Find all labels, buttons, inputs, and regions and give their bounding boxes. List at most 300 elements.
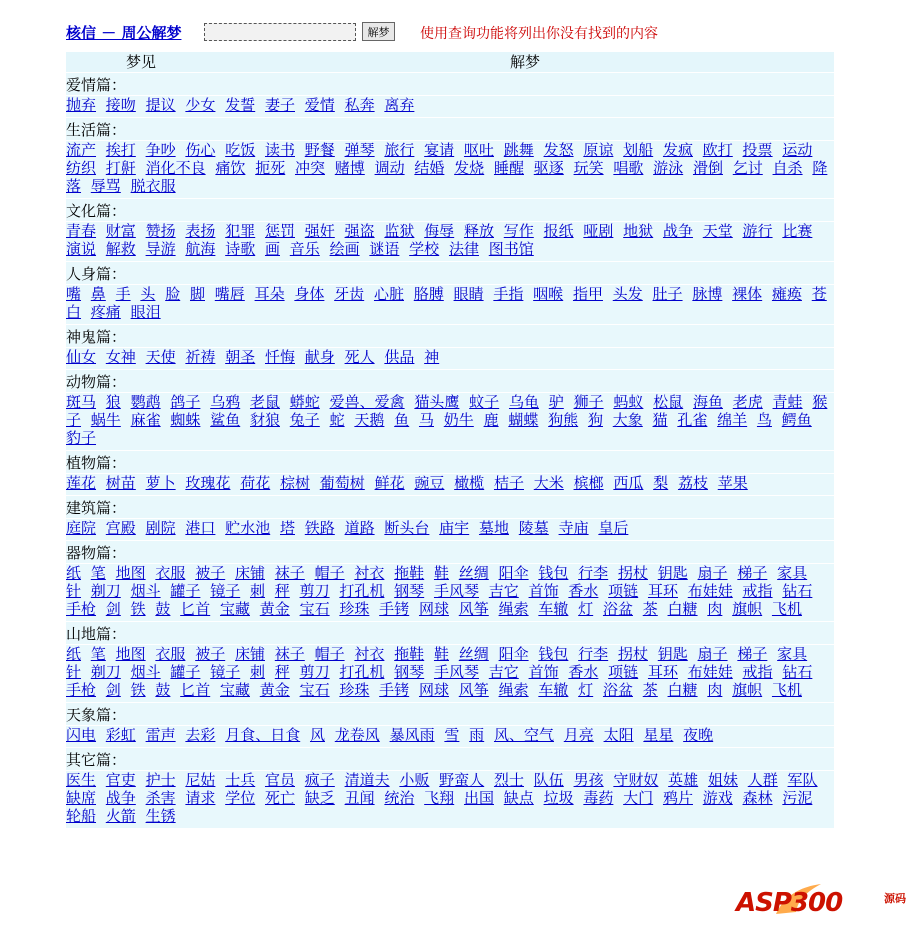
site-title-link[interactable]: 核信 － 周公解梦 xyxy=(66,24,182,42)
dream-link[interactable]: 鹿 xyxy=(483,411,499,429)
dream-link[interactable]: 画 xyxy=(264,240,280,258)
dream-link[interactable]: 侮辱 xyxy=(424,222,455,240)
dream-link[interactable]: 家具 xyxy=(777,645,808,663)
dream-link[interactable]: 狼 xyxy=(105,393,121,411)
dream-link[interactable]: 献身 xyxy=(304,348,335,366)
dream-link[interactable]: 吉它 xyxy=(488,582,519,600)
dream-link[interactable]: 衬衣 xyxy=(354,564,385,582)
dream-link[interactable]: 疯子 xyxy=(304,771,335,789)
dream-link[interactable]: 缺点 xyxy=(503,789,534,807)
dream-link[interactable]: 刺 xyxy=(249,582,265,600)
dream-link[interactable]: 身体 xyxy=(294,285,325,303)
dream-link[interactable]: 钻石 xyxy=(782,582,813,600)
dream-link[interactable]: 地狱 xyxy=(623,222,654,240)
dream-link[interactable]: 斑马 xyxy=(66,393,97,411)
search-button[interactable]: 解梦 xyxy=(362,22,395,41)
dream-link[interactable]: 大门 xyxy=(623,789,654,807)
dream-link[interactable]: 图书馆 xyxy=(488,240,534,258)
dream-link[interactable]: 清道夫 xyxy=(344,771,390,789)
dream-link[interactable]: 驴 xyxy=(548,393,564,411)
dream-link[interactable]: 乞讨 xyxy=(732,159,763,177)
dream-link[interactable]: 法律 xyxy=(448,240,479,258)
dream-link[interactable]: 钢琴 xyxy=(394,663,425,681)
dream-link[interactable]: 针 xyxy=(66,582,82,600)
dream-link[interactable]: 耳朵 xyxy=(254,285,285,303)
dream-link[interactable]: 眼泪 xyxy=(130,303,161,321)
dream-link[interactable]: 神 xyxy=(424,348,440,366)
dream-link[interactable]: 玩笑 xyxy=(573,159,604,177)
dream-link[interactable]: 庙宇 xyxy=(439,519,470,537)
dream-link[interactable]: 游戏 xyxy=(702,789,733,807)
dream-link[interactable]: 鸦片 xyxy=(662,789,693,807)
dream-link[interactable]: 自杀 xyxy=(772,159,803,177)
dream-link[interactable]: 雪 xyxy=(444,726,460,744)
dream-link[interactable]: 争吵 xyxy=(145,141,176,159)
dream-link[interactable]: 扇子 xyxy=(697,564,728,582)
dream-link[interactable]: 瘫痪 xyxy=(771,285,802,303)
dream-link[interactable]: 野餐 xyxy=(304,141,335,159)
dream-link[interactable]: 报纸 xyxy=(543,222,574,240)
dream-link[interactable]: 手枪 xyxy=(66,600,97,618)
dream-link[interactable]: 呕吐 xyxy=(463,141,494,159)
dream-link[interactable]: 床铺 xyxy=(234,645,265,663)
dream-link[interactable]: 彩虹 xyxy=(105,726,136,744)
dream-link[interactable]: 蛇 xyxy=(329,411,345,429)
dream-link[interactable]: 祈祷 xyxy=(185,348,216,366)
dream-link[interactable]: 车辙 xyxy=(538,600,569,618)
dream-link[interactable]: 衬衣 xyxy=(354,645,385,663)
dream-link[interactable]: 豺狼 xyxy=(249,411,280,429)
dream-link[interactable]: 茶 xyxy=(642,600,658,618)
dream-link[interactable]: 惩罚 xyxy=(264,222,295,240)
dream-link[interactable]: 私奔 xyxy=(344,96,375,114)
dream-link[interactable]: 鸽子 xyxy=(170,393,201,411)
dream-link[interactable]: 剧院 xyxy=(145,519,176,537)
dream-link[interactable]: 行李 xyxy=(578,645,609,663)
dream-link[interactable]: 豹子 xyxy=(66,429,97,447)
dream-link[interactable]: 欧打 xyxy=(702,141,733,159)
dream-link[interactable]: 吉它 xyxy=(488,663,519,681)
dream-link[interactable]: 飞机 xyxy=(771,600,802,618)
dream-link[interactable]: 剑 xyxy=(105,600,121,618)
dream-link[interactable]: 丝绸 xyxy=(458,645,489,663)
dream-link[interactable]: 地图 xyxy=(115,645,146,663)
dream-link[interactable]: 猴子 xyxy=(66,393,828,429)
dream-link[interactable]: 拐杖 xyxy=(617,645,648,663)
dream-link[interactable]: 绳索 xyxy=(498,600,529,618)
dream-link[interactable]: 飞机 xyxy=(771,681,802,699)
dream-link[interactable]: 狗 xyxy=(587,411,603,429)
dream-link[interactable]: 肉 xyxy=(707,681,723,699)
dream-link[interactable]: 脸 xyxy=(165,285,181,303)
dream-link[interactable]: 车辙 xyxy=(538,681,569,699)
dream-link[interactable]: 赌博 xyxy=(334,159,365,177)
dream-link[interactable]: 龙卷风 xyxy=(334,726,380,744)
dream-link[interactable]: 守财奴 xyxy=(613,771,659,789)
dream-link[interactable]: 松鼠 xyxy=(653,393,684,411)
dream-link[interactable]: 孔雀 xyxy=(677,411,708,429)
dream-link[interactable]: 铁 xyxy=(130,600,146,618)
dream-link[interactable]: 树苗 xyxy=(105,474,136,492)
dream-link[interactable]: 帽子 xyxy=(314,645,345,663)
dream-link[interactable]: 少女 xyxy=(185,96,216,114)
dream-link[interactable]: 荷花 xyxy=(240,474,271,492)
dream-link[interactable]: 爱情 xyxy=(304,96,335,114)
dream-link[interactable]: 睡醒 xyxy=(493,159,524,177)
dream-link[interactable]: 结婚 xyxy=(414,159,445,177)
dream-link[interactable]: 蜗牛 xyxy=(90,411,121,429)
dream-link[interactable]: 衣服 xyxy=(155,645,186,663)
dream-link[interactable]: 网球 xyxy=(418,681,449,699)
dream-link[interactable]: 剑 xyxy=(105,681,121,699)
dream-link[interactable]: 士兵 xyxy=(225,771,256,789)
dream-link[interactable]: 生锈 xyxy=(145,807,176,825)
dream-link[interactable]: 抛弃 xyxy=(66,96,97,114)
dream-link[interactable]: 风筝 xyxy=(458,681,489,699)
dream-link[interactable]: 吃饭 xyxy=(225,141,256,159)
dream-link[interactable]: 接吻 xyxy=(105,96,136,114)
dream-link[interactable]: 天堂 xyxy=(702,222,733,240)
dream-link[interactable]: 发誓 xyxy=(225,96,256,114)
dream-link[interactable]: 鲜花 xyxy=(374,474,405,492)
dream-link[interactable]: 谜语 xyxy=(369,240,400,258)
dream-link[interactable]: 护士 xyxy=(145,771,176,789)
dream-link[interactable]: 钥匙 xyxy=(657,564,688,582)
dream-link[interactable]: 比赛 xyxy=(782,222,813,240)
dream-link[interactable]: 手风琴 xyxy=(433,582,479,600)
dream-link[interactable]: 战争 xyxy=(662,222,693,240)
dream-link[interactable]: 绵羊 xyxy=(717,411,748,429)
dream-link[interactable]: 梯子 xyxy=(737,645,768,663)
dream-link[interactable]: 扼死 xyxy=(255,159,286,177)
dream-link[interactable]: 蚊子 xyxy=(469,393,500,411)
dream-link[interactable]: 朝圣 xyxy=(225,348,256,366)
dream-link[interactable]: 苹果 xyxy=(717,474,748,492)
dream-link[interactable]: 扇子 xyxy=(697,645,728,663)
dream-link[interactable]: 肚子 xyxy=(652,285,683,303)
dream-link[interactable]: 毒药 xyxy=(583,789,614,807)
dream-link[interactable]: 纸 xyxy=(66,564,82,582)
dream-link[interactable]: 戒指 xyxy=(742,663,773,681)
dream-link[interactable]: 导游 xyxy=(145,240,176,258)
dream-link[interactable]: 宫殿 xyxy=(105,519,136,537)
dream-link[interactable]: 黄金 xyxy=(259,600,290,618)
dream-link[interactable]: 妻子 xyxy=(264,96,295,114)
dream-link[interactable]: 袜子 xyxy=(274,645,305,663)
dream-link[interactable]: 离弃 xyxy=(384,96,415,114)
dream-link[interactable]: 阳伞 xyxy=(498,645,529,663)
dream-link[interactable]: 冲突 xyxy=(294,159,325,177)
dream-link[interactable]: 狗熊 xyxy=(548,411,579,429)
dream-link[interactable]: 强奸 xyxy=(304,222,335,240)
dream-link[interactable]: 夜晚 xyxy=(683,726,714,744)
dream-link[interactable]: 手铐 xyxy=(379,600,410,618)
dream-link[interactable]: 鲨鱼 xyxy=(210,411,241,429)
dream-link[interactable]: 风 xyxy=(309,726,325,744)
dream-link[interactable]: 皇后 xyxy=(598,519,629,537)
dream-link[interactable]: 旗帜 xyxy=(732,600,763,618)
dream-link[interactable]: 马 xyxy=(418,411,434,429)
dream-link[interactable]: 蜘蛛 xyxy=(170,411,201,429)
dream-link[interactable]: 请求 xyxy=(185,789,216,807)
dream-link[interactable]: 剪刀 xyxy=(299,582,330,600)
dream-link[interactable]: 鞋 xyxy=(433,564,449,582)
dream-link[interactable]: 裸体 xyxy=(732,285,763,303)
dream-link[interactable]: 奶牛 xyxy=(443,411,474,429)
dream-link[interactable]: 强盗 xyxy=(344,222,375,240)
dream-link[interactable]: 烟斗 xyxy=(130,582,161,600)
dream-link[interactable]: 乌鸦 xyxy=(210,393,241,411)
dream-link[interactable]: 拖鞋 xyxy=(394,645,425,663)
dream-link[interactable]: 宝石 xyxy=(299,681,330,699)
dream-link[interactable]: 火箭 xyxy=(105,807,136,825)
dream-link[interactable]: 驱逐 xyxy=(533,159,564,177)
dream-link[interactable]: 头 xyxy=(140,285,156,303)
dream-link[interactable]: 医生 xyxy=(66,771,97,789)
dream-link[interactable]: 打孔机 xyxy=(339,582,385,600)
dream-link[interactable]: 划船 xyxy=(623,141,654,159)
dream-link[interactable]: 老鼠 xyxy=(249,393,280,411)
dream-link[interactable]: 写作 xyxy=(503,222,534,240)
dream-link[interactable]: 音乐 xyxy=(289,240,320,258)
dream-link[interactable]: 罐子 xyxy=(170,663,201,681)
dream-link[interactable]: 轮船 xyxy=(66,807,97,825)
dream-link[interactable]: 钻石 xyxy=(782,663,813,681)
dream-link[interactable]: 运动 xyxy=(782,141,813,159)
dream-link[interactable]: 宝藏 xyxy=(219,681,250,699)
dream-link[interactable]: 读书 xyxy=(264,141,295,159)
dream-link[interactable]: 脚 xyxy=(189,285,205,303)
dream-link[interactable]: 统治 xyxy=(384,789,415,807)
dream-link[interactable]: 嘴 xyxy=(66,285,82,303)
dream-link[interactable]: 刺 xyxy=(249,663,265,681)
dream-link[interactable]: 项链 xyxy=(608,663,639,681)
dream-link[interactable]: 首饰 xyxy=(528,663,559,681)
dream-link[interactable]: 财富 xyxy=(105,222,136,240)
dream-link[interactable]: 宴请 xyxy=(424,141,455,159)
dream-link[interactable]: 旅行 xyxy=(384,141,415,159)
dream-link[interactable]: 跳舞 xyxy=(503,141,534,159)
dream-link[interactable]: 耳环 xyxy=(647,582,678,600)
dream-link[interactable]: 绳索 xyxy=(498,681,529,699)
dream-link[interactable]: 茶 xyxy=(642,681,658,699)
dream-link[interactable]: 海鱼 xyxy=(692,393,723,411)
dream-link[interactable]: 蝴蝶 xyxy=(508,411,539,429)
dream-link[interactable]: 伤心 xyxy=(185,141,216,159)
dream-link[interactable]: 青春 xyxy=(66,222,97,240)
dream-link[interactable]: 肉 xyxy=(707,600,723,618)
dream-link[interactable]: 桔子 xyxy=(493,474,524,492)
dream-link[interactable]: 犯罪 xyxy=(225,222,256,240)
dream-link[interactable]: 手 xyxy=(115,285,131,303)
dream-link[interactable]: 豌豆 xyxy=(414,474,445,492)
dream-link[interactable]: 鹦鹉 xyxy=(130,393,161,411)
dream-link[interactable]: 指甲 xyxy=(572,285,603,303)
dream-link[interactable]: 白糖 xyxy=(667,600,698,618)
dream-link[interactable]: 道路 xyxy=(344,519,375,537)
dream-link[interactable]: 香水 xyxy=(568,582,599,600)
dream-link[interactable]: 森林 xyxy=(742,789,773,807)
dream-link[interactable]: 灯 xyxy=(578,681,594,699)
dream-link[interactable]: 发疯 xyxy=(662,141,693,159)
dream-link[interactable]: 荔枝 xyxy=(677,474,708,492)
dream-link[interactable]: 打鼾 xyxy=(105,159,136,177)
dream-link[interactable]: 手指 xyxy=(493,285,524,303)
dream-link[interactable]: 拖鞋 xyxy=(394,564,425,582)
dream-link[interactable]: 原谅 xyxy=(583,141,614,159)
dream-link[interactable]: 阳伞 xyxy=(498,564,529,582)
dream-link[interactable]: 心脏 xyxy=(373,285,404,303)
dream-link[interactable]: 旗帜 xyxy=(732,681,763,699)
dream-link[interactable]: 仙女 xyxy=(66,348,97,366)
dream-link[interactable]: 烈士 xyxy=(493,771,524,789)
dream-link[interactable]: 乌龟 xyxy=(508,393,539,411)
dream-link[interactable]: 丑闻 xyxy=(344,789,375,807)
search-input[interactable] xyxy=(204,23,356,41)
dream-link[interactable]: 鱼 xyxy=(394,411,410,429)
dream-link[interactable]: 棕树 xyxy=(279,474,310,492)
dream-link[interactable]: 蚂蚁 xyxy=(613,393,644,411)
dream-link[interactable]: 钱包 xyxy=(538,645,569,663)
dream-link[interactable]: 莲花 xyxy=(66,474,97,492)
dream-link[interactable]: 寺庙 xyxy=(558,519,589,537)
dream-link[interactable]: 手风琴 xyxy=(433,663,479,681)
dream-link[interactable]: 人群 xyxy=(747,771,778,789)
dream-link[interactable]: 蟒蛇 xyxy=(289,393,320,411)
dream-link[interactable]: 战争 xyxy=(105,789,136,807)
dream-link[interactable]: 笔 xyxy=(90,564,106,582)
dream-link[interactable]: 女神 xyxy=(105,348,136,366)
dream-link[interactable]: 野蛮人 xyxy=(439,771,485,789)
dream-link[interactable]: 香水 xyxy=(568,663,599,681)
dream-link[interactable]: 游行 xyxy=(742,222,773,240)
dream-link[interactable]: 槟榔 xyxy=(573,474,604,492)
dream-link[interactable]: 贮水池 xyxy=(225,519,271,537)
dream-link[interactable]: 忏悔 xyxy=(264,348,295,366)
dream-link[interactable]: 网球 xyxy=(418,600,449,618)
dream-link[interactable]: 提议 xyxy=(145,96,176,114)
dream-link[interactable]: 塔 xyxy=(279,519,295,537)
dream-link[interactable]: 月食、日食 xyxy=(225,726,301,744)
dream-link[interactable]: 缺乏 xyxy=(304,789,335,807)
dream-link[interactable]: 咽喉 xyxy=(533,285,564,303)
dream-link[interactable]: 释放 xyxy=(463,222,494,240)
dream-link[interactable]: 猫 xyxy=(652,411,668,429)
dream-link[interactable]: 月亮 xyxy=(563,726,594,744)
dream-link[interactable]: 发怒 xyxy=(543,141,574,159)
dream-link[interactable]: 白糖 xyxy=(667,681,698,699)
dream-link[interactable]: 小贩 xyxy=(399,771,430,789)
dream-link[interactable]: 表扬 xyxy=(185,222,216,240)
dream-link[interactable]: 耳环 xyxy=(647,663,678,681)
dream-link[interactable]: 袜子 xyxy=(274,564,305,582)
dream-link[interactable]: 天鹅 xyxy=(354,411,385,429)
dream-link[interactable]: 拐杖 xyxy=(617,564,648,582)
dream-link[interactable]: 官吏 xyxy=(105,771,136,789)
dream-link[interactable]: 项链 xyxy=(608,582,639,600)
dream-link[interactable]: 匕首 xyxy=(180,600,211,618)
dream-link[interactable]: 缺席 xyxy=(66,789,97,807)
dream-link[interactable]: 消化不良 xyxy=(145,159,206,177)
dream-link[interactable]: 秤 xyxy=(274,663,290,681)
dream-link[interactable]: 剪刀 xyxy=(299,663,330,681)
dream-link[interactable]: 太阳 xyxy=(603,726,634,744)
dream-link[interactable]: 杀害 xyxy=(145,789,176,807)
dream-link[interactable]: 姐妹 xyxy=(707,771,738,789)
dream-link[interactable]: 星星 xyxy=(643,726,674,744)
dream-link[interactable]: 烟斗 xyxy=(130,663,161,681)
dream-link[interactable]: 演说 xyxy=(66,240,97,258)
dream-link[interactable]: 赞扬 xyxy=(145,222,176,240)
dream-link[interactable]: 英雄 xyxy=(668,771,699,789)
dream-link[interactable]: 针 xyxy=(66,663,82,681)
dream-link[interactable]: 大象 xyxy=(612,411,643,429)
dream-link[interactable]: 丝绸 xyxy=(458,564,489,582)
dream-link[interactable]: 哑剧 xyxy=(583,222,614,240)
dream-link[interactable]: 污泥 xyxy=(782,789,813,807)
dream-link[interactable]: 鼓 xyxy=(155,600,171,618)
dream-link[interactable]: 梨 xyxy=(653,474,669,492)
dream-link[interactable]: 唱歌 xyxy=(613,159,644,177)
dream-link[interactable]: 珍珠 xyxy=(339,681,370,699)
dream-link[interactable]: 镜子 xyxy=(210,582,241,600)
dream-link[interactable]: 布娃娃 xyxy=(687,582,733,600)
dream-link[interactable]: 发烧 xyxy=(454,159,485,177)
dream-link[interactable]: 葡萄树 xyxy=(319,474,365,492)
dream-link[interactable]: 手铐 xyxy=(379,681,410,699)
dream-link[interactable]: 剃刀 xyxy=(90,663,121,681)
dream-link[interactable]: 笔 xyxy=(90,645,106,663)
dream-link[interactable]: 牙齿 xyxy=(334,285,365,303)
dream-link[interactable]: 脉博 xyxy=(692,285,723,303)
dream-link[interactable]: 纺织 xyxy=(66,159,97,177)
dream-link[interactable]: 罐子 xyxy=(170,582,201,600)
dream-link[interactable]: 钥匙 xyxy=(657,645,688,663)
dream-link[interactable]: 家具 xyxy=(777,564,808,582)
dream-link[interactable]: 飞翔 xyxy=(424,789,455,807)
dream-link[interactable]: 断头台 xyxy=(384,519,430,537)
dream-link[interactable]: 弹琴 xyxy=(344,141,375,159)
dream-link[interactable]: 布娃娃 xyxy=(687,663,733,681)
dream-link[interactable]: 墓地 xyxy=(478,519,509,537)
dream-link[interactable]: 鼻 xyxy=(90,285,106,303)
dream-link[interactable]: 暴风雨 xyxy=(389,726,435,744)
dream-link[interactable]: 游泳 xyxy=(653,159,684,177)
dream-link[interactable]: 珍珠 xyxy=(339,600,370,618)
dream-link[interactable]: 秤 xyxy=(274,582,290,600)
dream-link[interactable]: 学位 xyxy=(225,789,256,807)
dream-link[interactable]: 天使 xyxy=(145,348,176,366)
dream-link[interactable]: 去彩 xyxy=(185,726,216,744)
dream-link[interactable]: 钢琴 xyxy=(394,582,425,600)
dream-link[interactable]: 鸟 xyxy=(756,411,772,429)
dream-link[interactable]: 苍白 xyxy=(66,285,827,321)
dream-link[interactable]: 流产 xyxy=(66,141,97,159)
dream-link[interactable]: 港口 xyxy=(185,519,216,537)
dream-link[interactable]: 陵墓 xyxy=(518,519,549,537)
dream-link[interactable]: 浴盆 xyxy=(602,600,633,618)
dream-link[interactable]: 戒指 xyxy=(742,582,773,600)
dream-link[interactable]: 队伍 xyxy=(533,771,564,789)
dream-link[interactable]: 头发 xyxy=(612,285,643,303)
dream-link[interactable]: 玫瑰花 xyxy=(185,474,231,492)
dream-link[interactable]: 解救 xyxy=(105,240,136,258)
dream-link[interactable]: 学校 xyxy=(409,240,440,258)
dream-link[interactable]: 宝藏 xyxy=(219,600,250,618)
dream-link[interactable]: 脱衣服 xyxy=(130,177,176,195)
dream-link[interactable]: 狮子 xyxy=(573,393,604,411)
dream-link[interactable]: 衣服 xyxy=(155,564,186,582)
